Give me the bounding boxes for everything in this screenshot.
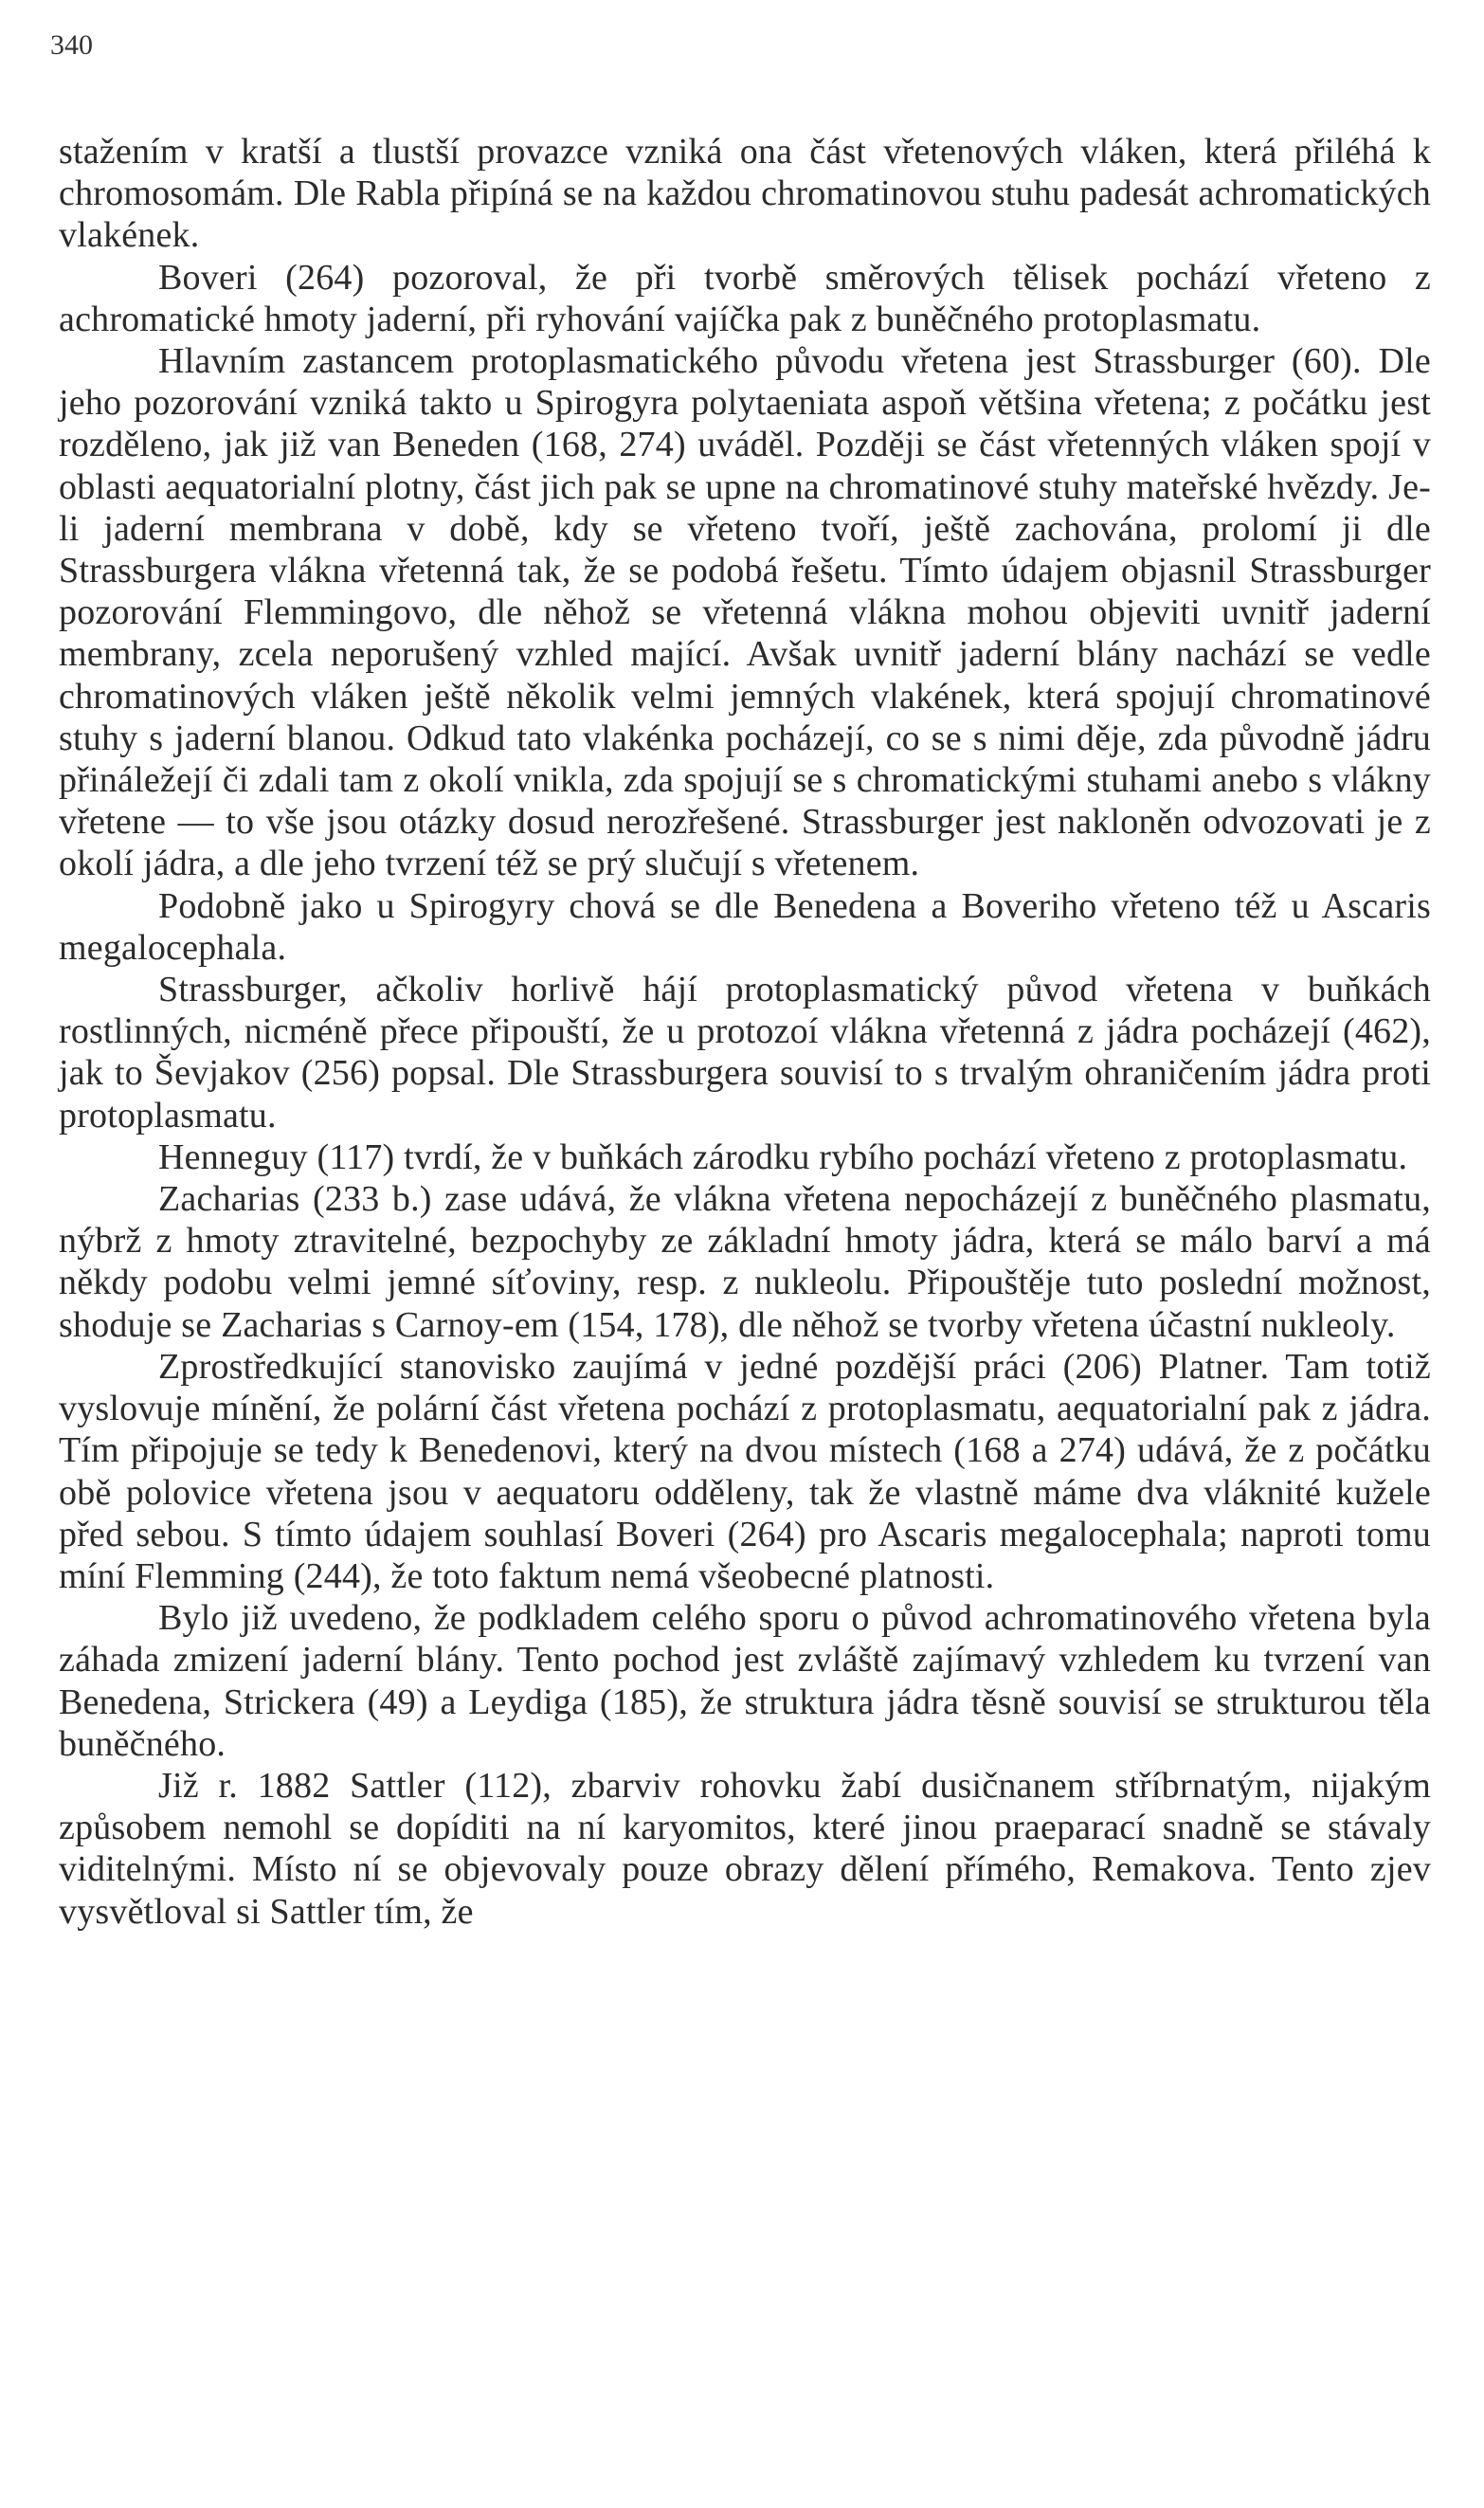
page-number: 340 (50, 29, 93, 61)
paragraph: stažením v kratší a tlustší provazce vzniká ona část vřetenových vláken, která přiléhá k chromosomám. Dle Rabla připíná se na každou chromatinovou stuhu padesát achromatických vlakének. (59, 132, 1431, 256)
paragraph: Bylo již uvedeno, že podkladem celého sporu o původ achromatinového vřetena byla záhada zmizení jaderní blány. Tento pochod jest zvláště zajímavý vzhledem ku tvrzení van Benedena, Strickera (49) a Leydiga (185), že struktura jádra těsně souvisí se strukturou těla buněčného. (59, 1598, 1431, 1764)
paragraph: Podobně jako u Spirogyry chová se dle Benedena a Boveriho vřeteno též u Ascaris megalocephala. (59, 885, 1431, 968)
paragraph: Zprostředkující stanovisko zaujímá v jedné pozdější práci (206) Platner. Tam totiž vyslovuje mínění, že polární část vřetena pochází z protoplasmatu, aequatorialní pak z jádra. Tím připojuje se tedy k Benedenovi, který na dvou místech (168 a 274) udává, že z počátku obě polovice vřetena jsou v aequatoru odděleny, tak že vlastně máme dva vláknité kužele před sebou. S tímto údajem souhlasí Boveri (264) pro Ascaris megalocephala; naproti tomu míní Flemming (244), že toto faktum nemá všeobecné platnosti. (59, 1346, 1431, 1596)
paragraph: Strassburger, ačkoliv horlivě hájí protoplasmatický původ vřetena v buňkách rostlinných, nicméně přece připouští, že u protozoí vlákna vřetenná z jádra pocházejí (462), jak to Ševjakov (256) popsal. Dle Strassburgera souvisí to s trvalým ohraničením jádra proti protoplasmatu. (59, 970, 1431, 1136)
paragraph: Boveri (264) pozoroval, že při tvorbě směrových tělisek pochází vřeteno z achromatické hmoty jaderní, při ryhování vajíčka pak z buněčného protoplasmatu. (59, 257, 1431, 339)
paragraph: Henneguy (117) tvrdí, že v buňkách zárodku rybího pochází vřeteno z protoplasmatu. (158, 1136, 1408, 1177)
paragraph: Zacharias (233 b.) zase udává, že vlákna vřetena nepocházejí z buněčného plasmatu, nýbrž z hmoty ztravitelné, bezpochyby ze základní hmoty jádra, která se málo barví a má někdy podobu velmi jemné síťoviny, resp. z nukleolu. Připouštěje tuto poslední možnost, shoduje se Zacharias s Carnoy-em (154, 178), dle něhož se tvorby vřetena účastní nukleoly. (59, 1179, 1431, 1345)
body-text (59, 131, 1431, 1933)
paragraph: Již r. 1882 Sattler (112), zbarviv rohovku žabí dusičnanem stříbrnatým, nijakým způsobem nemohl se dopíditi na ní karyomitos, které jinou praeparací snadně se stávaly viditelnými. Místo ní se objevovaly pouze obrazy dělení přímého, Remakova. Tento zjev vysvětloval si Sattler tím, že (59, 1765, 1431, 1932)
paragraph: Hlavním zastancem protoplasmatického původu vřetena jest Strassburger (60). Dle jeho pozorování vzniká takto u Spirogyra polytaeniata aspoň většina vřetena; z počátku jest rozděleno, jak již van Beneden (168, 274) uváděl. Později se část vřetenných vláken spojí v oblasti aequatorialní plotny, část jich pak se upne na chromatinové stuhy mateřské hvězdy. Je-li jaderní membrana v době, kdy se vřeteno tvoří, ještě zachována, prolomí ji dle Strassburgera vlákna vřetenná tak, že se podobá řešetu. Tímto údajem objasnil Strassburger pozorování Flemmingovo, dle něhož se vřetenná vlákna mohou objeviti uvnitř jaderní membrany, zcela neporušený vzhled mající. Avšak uvnitř jaderní blány nachází se vedle chromatinových vláken ještě několik velmi jemných vlakének, která spojují chromatinové stuhy s jaderní blanou. Odkud tato vlakénka pocházejí, co se s nimi děje, zda původně jádru přináležejí či zdali tam z okolí vnikla, zda spojují se s chromatickými stuhami anebo s vlákny vřetene — to vše jsou otázky dosud nerozřešené. Strassburger jest nakloněn odvozovati je z okolí jádra, a dle jeho tvrzení též se prý slučují s vřetenem. (59, 341, 1431, 884)
